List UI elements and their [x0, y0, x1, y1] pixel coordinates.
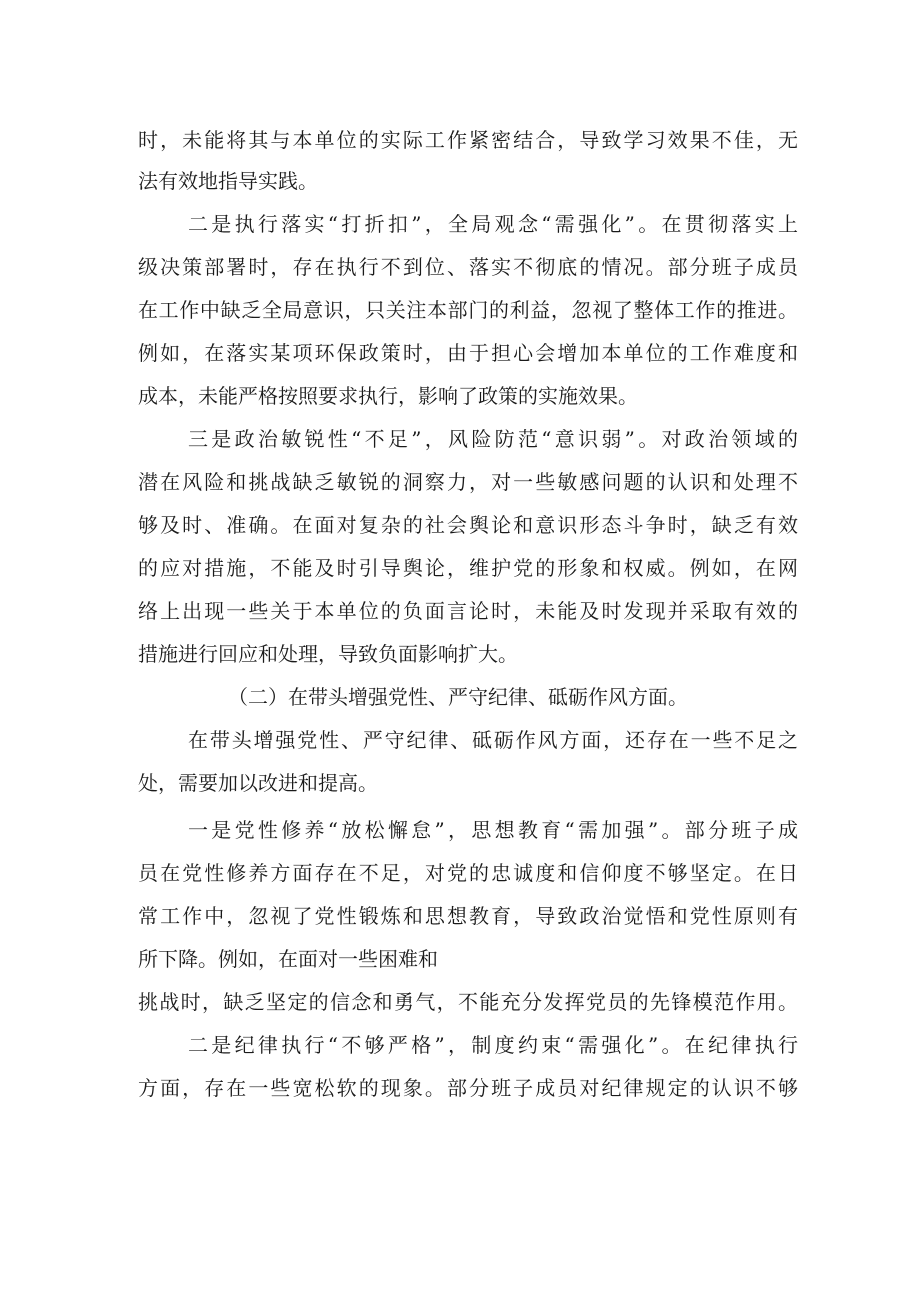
text-line: 三是政治敏锐性“不足”，风险防范“意识弱”。对政治领域的: [188, 427, 798, 451]
text-line: 例如，在落实某项环保政策时，由于担心会增加本单位的工作难度和: [138, 341, 798, 365]
text-line: 挑战时，缺乏坚定的信念和勇气，不能充分发挥党员的先锋模范作用。: [138, 990, 798, 1014]
text-line: 二是纪律执行“不够严格”，制度约束“需强化”。在纪律执行: [188, 1033, 798, 1057]
section-heading: （二）在带头增强党性、严守纪律、砥砺作风方面。: [228, 685, 688, 709]
text-line: 法有效地指导实践。: [138, 169, 318, 193]
text-line: 在工作中缺乏全局意识，只关注本部门的利益，忽视了整体工作的推进。: [138, 298, 798, 322]
text-line: 够及时、准确。在面对复杂的社会舆论和意识形态斗争时，缺乏有效: [138, 513, 798, 537]
text-line: 一是党性修养“放松懈怠”，思想教育“需加强”。部分班子成: [188, 818, 798, 842]
text-line: 成本，未能严格按照要求执行，影响了政策的实施效果。: [138, 384, 638, 408]
text-line: 常工作中，忽视了党性锻炼和思想教育，导致政治觉悟和党性原则有: [138, 904, 798, 928]
text-line: 处，需要加以改进和提高。: [138, 771, 378, 795]
text-line: 措施进行回应和处理，导致负面影响扩大。: [138, 642, 518, 666]
text-line: 的应对措施，不能及时引导舆论，维护党的形象和权威。例如，在网: [138, 556, 798, 580]
text-line: 在带头增强党性、严守纪律、砥砺作风方面，还存在一些不足之: [188, 728, 798, 752]
text-line: 级决策部署时，存在执行不到位、落实不彻底的情况。部分班子成员: [138, 255, 798, 279]
text-line: 络上出现一些关于本单位的负面言论时，未能及时发现并采取有效的: [138, 599, 798, 623]
text-line: 潜在风险和挑战缺乏敏锐的洞察力，对一些敏感问题的认识和处理不: [138, 470, 798, 494]
text-line: 时，未能将其与本单位的实际工作紧密结合，导致学习效果不佳，无: [138, 128, 798, 152]
text-line: 所下降。例如，在面对一些困难和: [138, 947, 438, 971]
text-line: 员在党性修养方面存在不足，对党的忠诚度和信仰度不够坚定。在日: [138, 861, 798, 885]
text-line: 方面，存在一些宽松软的现象。部分班子成员对纪律规定的认识不够: [138, 1076, 798, 1100]
text-line: 二是执行落实“打折扣”，全局观念“需强化”。在贯彻落实上: [188, 212, 798, 236]
